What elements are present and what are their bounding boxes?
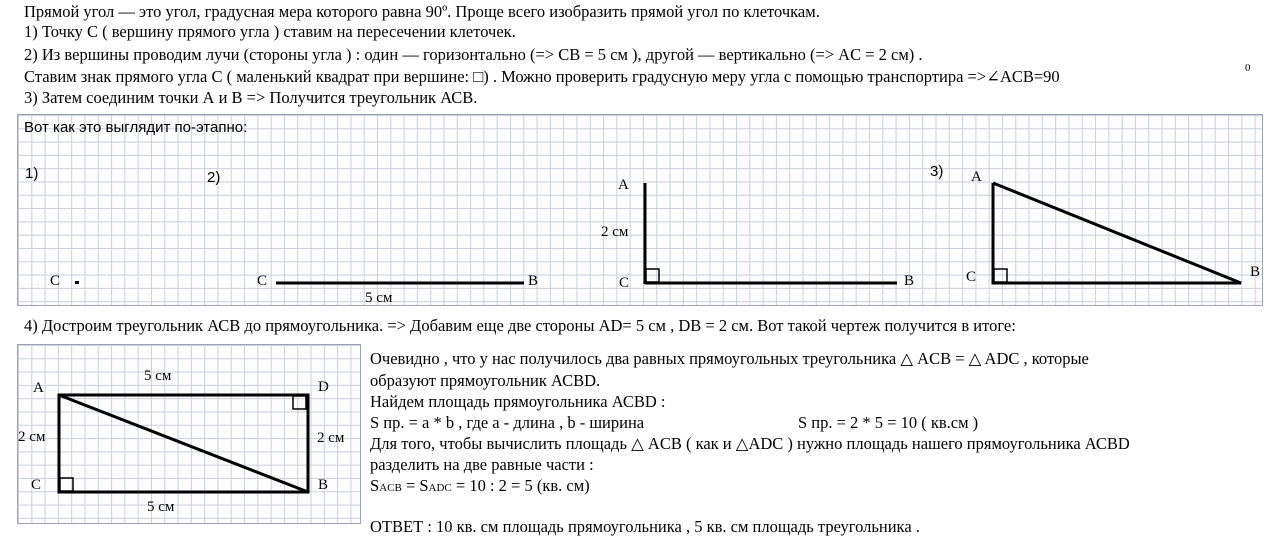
step2-label-c: С	[257, 273, 268, 289]
rect-top-length: 5 см	[144, 368, 172, 384]
rect-right-angle-mark-d	[293, 396, 306, 409]
intro-line-3: 2) Из вершины проводим лучи (стороны угла ) : один — горизонтально (=> CB = 5 см ), другой — вертикально (=> AC = 2 см) .	[24, 45, 923, 64]
step3-label-c: С	[966, 269, 977, 285]
solution-area-formula: S пр. = a * b , где а - длина , b - ширина	[370, 413, 645, 432]
intro-line-2: 1) Точку С ( вершину прямого угла ) ставим на пересечении клеточек.	[24, 22, 516, 41]
step3-label-a: А	[971, 169, 982, 185]
step3-number: 3)	[930, 163, 944, 180]
rect-bottom-length: 5 см	[147, 499, 175, 515]
step2b-length: 2 см	[601, 224, 629, 240]
step2b-label-c: С	[619, 275, 630, 291]
rect-right-angle-mark-c	[60, 478, 73, 491]
step1-label-c: С	[50, 273, 61, 289]
step4-text: 4) Достроим треугольник АСВ до прямоугольника. => Добавим еще две стороны AD= 5 см , DB = 2 см. Вот такой чертеж получится в итоге:	[24, 316, 1016, 335]
solution-line-3: Найдем площадь прямоугольника АСВD :	[370, 392, 666, 411]
solution-area-value: S пр. = 2 * 5 = 10 ( кв.см )	[798, 413, 979, 432]
solution-line-6: разделить на две равные части :	[370, 455, 594, 474]
rectangle-diagonal-ab	[59, 395, 308, 492]
step2b-label-b: В	[904, 273, 915, 289]
step3-right-angle-mark	[994, 269, 1007, 282]
degree-superscript: 0	[1245, 62, 1251, 74]
step3-label-b: В	[1250, 264, 1261, 280]
step2-label-b: В	[528, 273, 539, 289]
step2-number: 2)	[207, 169, 221, 186]
answer-line: ОТВЕТ : 10 кв. см площадь прямоугольника , 5 кв. см площадь треугольника .	[370, 517, 920, 536]
rect-right-length: 2 см	[317, 430, 345, 446]
rect-label-d: D	[318, 379, 329, 395]
step1-number: 1)	[25, 165, 39, 182]
solution-line-2: образуют прямоугольник АСВD.	[370, 371, 601, 390]
step2b-label-a: А	[618, 177, 629, 193]
intro-line-5: 3) Затем соединим точки А и В => Получится треугольник АСВ.	[24, 88, 478, 107]
rect-label-a: A	[33, 380, 44, 396]
step1-point-c	[75, 281, 79, 284]
solution-triangle-area: SACB = SADC = 10 : 2 = 5 (кв. см)	[370, 476, 590, 495]
rect-left-length: 2 см	[18, 429, 46, 445]
step2-length: 5 см	[365, 290, 393, 306]
steps-title: Вот как это выглядит по-этапно:	[24, 119, 248, 136]
step3-triangle-acb	[993, 183, 1241, 283]
intro-line-4: Ставим знак прямого угла С ( маленький квадрат при вершине: □) . Можно проверить градусную меру угла с помощью транспортира =>∠ACB=90	[24, 67, 1060, 86]
rect-label-b: B	[318, 477, 329, 493]
intro-line-1: Прямой угол — это угол, градусная мера которого равна 90º. Проще всего изобразить прямой угол по клеточкам.	[24, 2, 820, 21]
solution-line-1: Очевидно , что у нас получилось два равных прямоугольных треугольника △ ACB = △ ADC , которые	[370, 349, 1089, 368]
rect-label-c: C	[31, 477, 42, 493]
solution-line-5: Для того, чтобы вычислить площадь △ ACB ( как и △ADC ) нужно площадь нашего прямоугольника АСВD	[370, 434, 1130, 453]
step2b-right-angle-mark	[646, 269, 659, 282]
